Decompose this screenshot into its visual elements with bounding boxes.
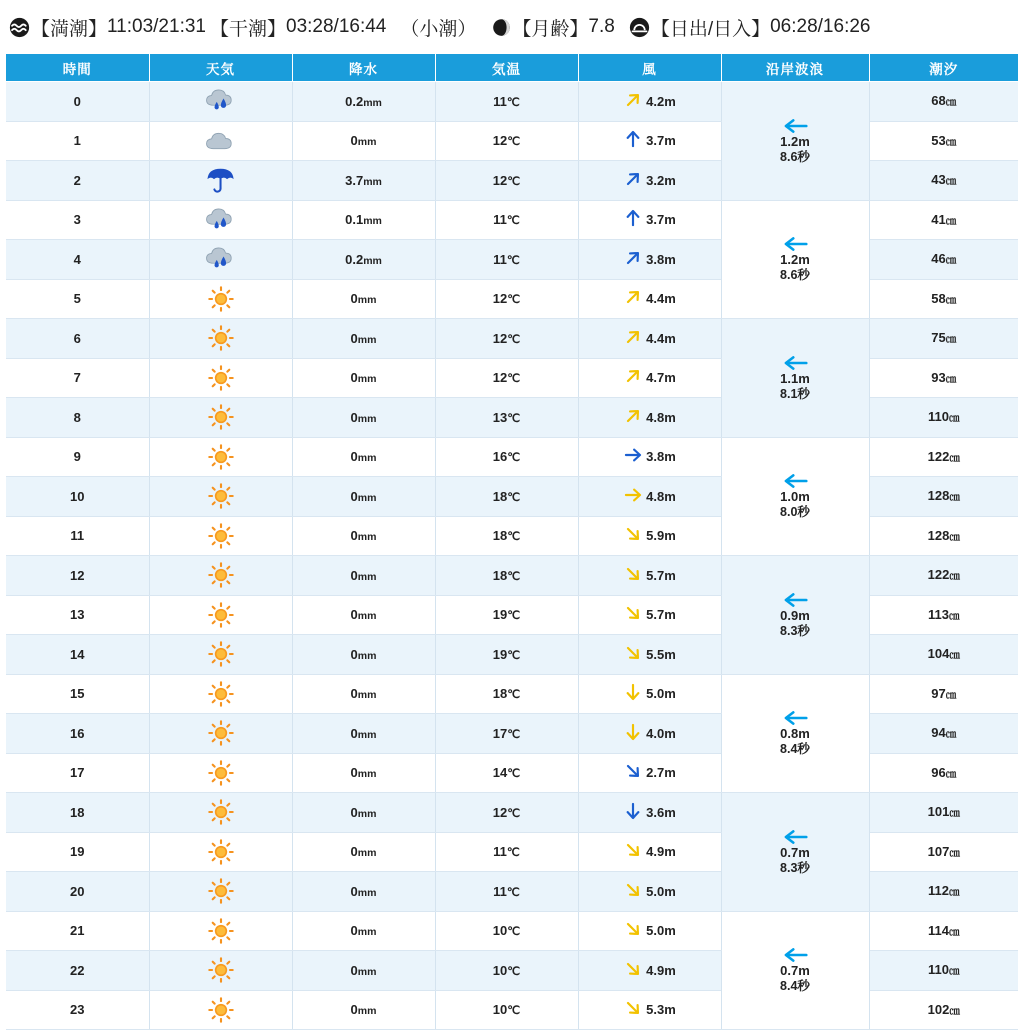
weather-sun-icon <box>151 839 291 865</box>
wave-direction-icon <box>723 236 868 252</box>
cell-hour: 19 <box>6 832 149 872</box>
cell-precip: 0mm <box>292 398 435 438</box>
cell-wave <box>721 437 869 556</box>
cell-wind <box>578 279 721 319</box>
moon-age-label: 【月齢】 <box>512 18 589 40</box>
cell-tide: 128㎝ <box>869 516 1018 556</box>
cell-precip: 0mm <box>292 358 435 398</box>
weather-sun-icon <box>151 878 291 904</box>
cell-hour: 14 <box>6 635 149 675</box>
cell-wind <box>578 121 721 161</box>
wind-speed: 4.0m <box>646 725 676 741</box>
sunrise-sunset-label: 【日出/日入】 <box>650 18 771 40</box>
moon-phase-icon <box>490 16 512 38</box>
table-header-row <box>6 54 1018 82</box>
wind-direction-n-icon <box>623 208 643 231</box>
wave-period: 8.1秒 <box>780 386 810 401</box>
weather-sun-icon <box>151 997 291 1023</box>
cell-hour: 20 <box>6 872 149 912</box>
high-tide-value: 11:03/21:31 <box>107 16 206 37</box>
wind-direction-ne-icon <box>623 169 643 192</box>
cell-wave <box>721 82 869 201</box>
cell-wind <box>578 951 721 991</box>
weather-sun-icon <box>151 562 291 588</box>
wind-direction-se-icon <box>623 998 643 1021</box>
cell-temp: 12℃ <box>435 793 578 833</box>
cell-hour: 16 <box>6 714 149 754</box>
cell-wind <box>578 793 721 833</box>
weather-sun-icon <box>151 799 291 825</box>
wave-direction-icon <box>723 829 868 845</box>
wind-speed: 3.8m <box>646 251 676 267</box>
table-body <box>6 82 1018 1030</box>
cell-wind <box>578 911 721 951</box>
sunrise-sunset-value: 06:28/16:26 <box>770 16 871 37</box>
cell-wind <box>578 477 721 517</box>
cell-hour: 0 <box>6 82 149 122</box>
cell-tide: 113㎝ <box>869 595 1018 635</box>
wave-height: 0.7m <box>780 963 810 979</box>
sunrise-sunset <box>651 14 871 41</box>
cell-weather <box>149 161 292 201</box>
cell-wind <box>578 398 721 438</box>
wave-period: 8.3秒 <box>780 623 810 638</box>
wave-height: 1.0m <box>780 489 810 505</box>
wave-height: 1.1m <box>780 370 810 386</box>
cell-precip: 0mm <box>292 516 435 556</box>
wind-direction-s-icon <box>623 801 643 824</box>
cell-weather <box>149 319 292 359</box>
table-row <box>6 319 1018 359</box>
cell-hour: 18 <box>6 793 149 833</box>
cell-weather <box>149 714 292 754</box>
wind-speed: 4.8m <box>646 409 676 425</box>
cell-tide: 122㎝ <box>869 556 1018 596</box>
wind-direction-se-icon <box>623 564 643 587</box>
wind-direction-se-icon <box>623 880 643 903</box>
cell-temp: 13℃ <box>435 398 578 438</box>
table-row <box>6 911 1018 951</box>
table-row <box>6 437 1018 477</box>
wind-speed: 5.9m <box>646 528 676 544</box>
low-tide <box>210 14 386 41</box>
wind-direction-s-icon <box>623 682 643 705</box>
cell-hour: 12 <box>6 556 149 596</box>
wind-speed: 2.7m <box>646 765 676 781</box>
wind-direction-ne-icon <box>623 327 643 350</box>
cell-weather <box>149 872 292 912</box>
hourly-forecast-table <box>6 54 1018 1030</box>
wave-period: 8.3秒 <box>780 860 810 875</box>
wind-speed: 4.9m <box>646 962 676 978</box>
cell-wind <box>578 595 721 635</box>
cell-wave <box>721 556 869 675</box>
cell-weather <box>149 437 292 477</box>
cell-weather <box>149 595 292 635</box>
cell-weather <box>149 635 292 675</box>
cell-hour: 8 <box>6 398 149 438</box>
wind-direction-e-icon <box>623 445 643 468</box>
weather-sun-icon <box>151 483 291 509</box>
cell-temp: 12℃ <box>435 121 578 161</box>
cell-precip: 0mm <box>292 635 435 675</box>
cell-tide: 75㎝ <box>869 319 1018 359</box>
cell-hour: 10 <box>6 477 149 517</box>
col-header-tide: 潮汐 <box>869 54 1018 82</box>
wind-direction-s-icon <box>623 722 643 745</box>
wind-speed: 5.5m <box>646 646 676 662</box>
weather-cloud-icon <box>151 129 291 153</box>
cell-precip: 0.1mm <box>292 200 435 240</box>
cell-tide: 128㎝ <box>869 477 1018 517</box>
wave-direction-icon <box>723 947 868 963</box>
cell-wind <box>578 556 721 596</box>
wind-speed: 4.4m <box>646 330 676 346</box>
wave-direction-icon <box>723 118 868 134</box>
wave-direction-icon <box>723 592 868 608</box>
wind-direction-ne-icon <box>623 90 643 113</box>
cell-temp: 18℃ <box>435 674 578 714</box>
moon-age-value: 7.8 <box>588 16 615 37</box>
weather-sun-icon <box>151 523 291 549</box>
wind-direction-e-icon <box>623 485 643 508</box>
cell-hour: 5 <box>6 279 149 319</box>
weather-sun-icon <box>151 957 291 983</box>
cell-hour: 7 <box>6 358 149 398</box>
cell-precip: 0mm <box>292 121 435 161</box>
wind-direction-ne-icon <box>623 287 643 310</box>
cell-weather <box>149 951 292 991</box>
cell-hour: 2 <box>6 161 149 201</box>
wind-speed: 5.3m <box>646 1002 676 1018</box>
cell-weather <box>149 753 292 793</box>
cell-temp: 16℃ <box>435 437 578 477</box>
cell-temp: 11℃ <box>435 872 578 912</box>
cell-precip: 0mm <box>292 951 435 991</box>
cell-wind <box>578 990 721 1030</box>
cell-tide: 58㎝ <box>869 279 1018 319</box>
weather-umbrella-icon <box>151 166 291 194</box>
wind-speed: 5.0m <box>646 686 676 702</box>
cell-weather <box>149 516 292 556</box>
cell-tide: 112㎝ <box>869 872 1018 912</box>
wind-speed: 4.7m <box>646 370 676 386</box>
col-header-wind: 風 <box>578 54 721 82</box>
cell-hour: 3 <box>6 200 149 240</box>
cell-wave <box>721 319 869 438</box>
wind-speed: 3.8m <box>646 449 676 465</box>
cell-precip: 0mm <box>292 872 435 912</box>
cell-temp: 14℃ <box>435 753 578 793</box>
cell-precip: 0mm <box>292 793 435 833</box>
cell-precip: 0mm <box>292 437 435 477</box>
high-tide <box>30 14 206 41</box>
cell-weather <box>149 398 292 438</box>
cell-temp: 10℃ <box>435 951 578 991</box>
wave-period: 8.6秒 <box>780 268 810 283</box>
cell-hour: 23 <box>6 990 149 1030</box>
cell-wind <box>578 832 721 872</box>
cell-wind <box>578 674 721 714</box>
cell-weather <box>149 358 292 398</box>
cell-temp: 19℃ <box>435 635 578 675</box>
wind-speed: 3.6m <box>646 804 676 820</box>
low-tide-label: 【干潮】 <box>209 18 286 40</box>
col-header-weather: 天気 <box>149 54 292 82</box>
cell-tide: 104㎝ <box>869 635 1018 675</box>
cell-tide: 96㎝ <box>869 753 1018 793</box>
cell-weather <box>149 832 292 872</box>
wind-direction-ne-icon <box>623 406 643 429</box>
wind-direction-n-icon <box>623 129 643 152</box>
cell-precip: 0mm <box>292 477 435 517</box>
cell-wave <box>721 674 869 793</box>
weather-sun-icon <box>151 286 291 312</box>
wave-direction-icon <box>723 710 868 726</box>
col-header-hour: 時間 <box>6 54 149 82</box>
weather-sun-icon <box>151 918 291 944</box>
wind-speed: 3.7m <box>646 133 676 149</box>
table-row <box>6 82 1018 122</box>
cell-temp: 12℃ <box>435 279 578 319</box>
cell-temp: 11℃ <box>435 240 578 280</box>
cell-temp: 17℃ <box>435 714 578 754</box>
cell-weather <box>149 82 292 122</box>
table-row <box>6 793 1018 833</box>
wind-speed: 4.8m <box>646 488 676 504</box>
cell-temp: 18℃ <box>435 477 578 517</box>
cell-temp: 12℃ <box>435 358 578 398</box>
cell-temp: 10℃ <box>435 990 578 1030</box>
cell-precip: 0mm <box>292 714 435 754</box>
cell-precip: 0.2mm <box>292 240 435 280</box>
cell-precip: 0mm <box>292 279 435 319</box>
cell-tide: 43㎝ <box>869 161 1018 201</box>
cell-tide: 114㎝ <box>869 911 1018 951</box>
cell-precip: 0mm <box>292 319 435 359</box>
cell-wind <box>578 358 721 398</box>
wave-direction-icon <box>723 473 868 489</box>
wind-direction-se-icon <box>623 643 643 666</box>
cell-wind <box>578 82 721 122</box>
cell-wind <box>578 753 721 793</box>
sunrise-sunset-icon <box>629 16 651 38</box>
weather-sun-icon <box>151 681 291 707</box>
cell-weather <box>149 793 292 833</box>
wave-height: 0.9m <box>780 607 810 623</box>
weather-sun-icon <box>151 760 291 786</box>
cell-temp: 18℃ <box>435 556 578 596</box>
cell-weather <box>149 911 292 951</box>
wind-direction-se-icon <box>623 840 643 863</box>
cell-temp: 18℃ <box>435 516 578 556</box>
cell-wind <box>578 635 721 675</box>
wind-direction-se-icon <box>623 919 643 942</box>
cell-wind <box>578 240 721 280</box>
table-row <box>6 200 1018 240</box>
wind-speed: 4.9m <box>646 844 676 860</box>
cell-tide: 110㎝ <box>869 398 1018 438</box>
cell-hour: 1 <box>6 121 149 161</box>
cell-tide: 97㎝ <box>869 674 1018 714</box>
cell-wave <box>721 793 869 912</box>
tide-wave-icon <box>8 16 30 38</box>
wind-speed: 3.2m <box>646 172 676 188</box>
cell-temp: 11℃ <box>435 200 578 240</box>
wind-speed: 5.7m <box>646 567 676 583</box>
col-header-precip: 降水 <box>292 54 435 82</box>
wave-height: 1.2m <box>780 252 810 268</box>
wave-period: 8.4秒 <box>780 979 810 994</box>
wind-speed: 3.7m <box>646 212 676 228</box>
wave-height: 1.2m <box>780 133 810 149</box>
tide-type: （小潮） <box>400 18 477 40</box>
weather-sun-icon <box>151 404 291 430</box>
wind-speed: 5.0m <box>646 883 676 899</box>
cell-precip: 0mm <box>292 753 435 793</box>
cell-hour: 21 <box>6 911 149 951</box>
cell-precip: 0mm <box>292 832 435 872</box>
cell-wind <box>578 872 721 912</box>
cell-temp: 11℃ <box>435 82 578 122</box>
cell-tide: 110㎝ <box>869 951 1018 991</box>
wind-speed: 5.7m <box>646 607 676 623</box>
cell-weather <box>149 990 292 1030</box>
weather-sun-icon <box>151 641 291 667</box>
cell-tide: 102㎝ <box>869 990 1018 1030</box>
cell-precip: 3.7mm <box>292 161 435 201</box>
cell-weather <box>149 279 292 319</box>
wave-height: 0.7m <box>780 844 810 860</box>
weather-sun-icon <box>151 602 291 628</box>
weather-sun-icon <box>151 444 291 470</box>
wind-speed: 4.2m <box>646 93 676 109</box>
wave-period: 8.0秒 <box>780 505 810 520</box>
cell-hour: 11 <box>6 516 149 556</box>
wind-direction-ne-icon <box>623 366 643 389</box>
low-tide-value: 03:28/16:44 <box>286 16 387 37</box>
wind-direction-se-icon <box>623 524 643 547</box>
weather-rain-cloud-icon <box>151 88 291 114</box>
cell-wind <box>578 437 721 477</box>
tide-summary-bar <box>0 0 1024 54</box>
cell-temp: 12℃ <box>435 319 578 359</box>
cell-wind <box>578 161 721 201</box>
wind-direction-ne-icon <box>623 248 643 271</box>
cell-temp: 12℃ <box>435 161 578 201</box>
cell-temp: 10℃ <box>435 911 578 951</box>
high-tide-label: 【満潮】 <box>31 18 108 40</box>
cell-tide: 41㎝ <box>869 200 1018 240</box>
cell-tide: 46㎝ <box>869 240 1018 280</box>
cell-wind <box>578 516 721 556</box>
col-header-temp: 気温 <box>435 54 578 82</box>
cell-precip: 0mm <box>292 556 435 596</box>
cell-precip: 0mm <box>292 595 435 635</box>
moon-age <box>512 14 614 41</box>
cell-weather <box>149 556 292 596</box>
table-row <box>6 674 1018 714</box>
cell-hour: 4 <box>6 240 149 280</box>
weather-sun-icon <box>151 720 291 746</box>
cell-tide: 93㎝ <box>869 358 1018 398</box>
cell-tide: 53㎝ <box>869 121 1018 161</box>
cell-precip: 0mm <box>292 674 435 714</box>
cell-temp: 19℃ <box>435 595 578 635</box>
cell-hour: 17 <box>6 753 149 793</box>
wave-direction-icon <box>723 355 868 371</box>
table-row <box>6 556 1018 596</box>
cell-wave <box>721 911 869 1030</box>
cell-wind <box>578 319 721 359</box>
cell-weather <box>149 240 292 280</box>
cell-hour: 15 <box>6 674 149 714</box>
wind-direction-se-icon <box>623 761 643 784</box>
cell-tide: 68㎝ <box>869 82 1018 122</box>
cell-tide: 122㎝ <box>869 437 1018 477</box>
col-header-wave: 沿岸波浪 <box>721 54 869 82</box>
weather-rain-cloud-icon <box>151 246 291 272</box>
cell-hour: 22 <box>6 951 149 991</box>
cell-precip: 0mm <box>292 911 435 951</box>
weather-sun-icon <box>151 325 291 351</box>
cell-temp: 11℃ <box>435 832 578 872</box>
wind-speed: 4.4m <box>646 291 676 307</box>
weather-rain-cloud-icon <box>151 207 291 233</box>
wave-height: 0.8m <box>780 726 810 742</box>
cell-hour: 13 <box>6 595 149 635</box>
wind-speed: 5.0m <box>646 923 676 939</box>
wave-period: 8.6秒 <box>780 149 810 164</box>
cell-tide: 107㎝ <box>869 832 1018 872</box>
cell-tide: 101㎝ <box>869 793 1018 833</box>
cell-wind <box>578 714 721 754</box>
wind-direction-se-icon <box>623 959 643 982</box>
wind-direction-se-icon <box>623 603 643 626</box>
cell-wave <box>721 200 869 319</box>
cell-precip: 0mm <box>292 990 435 1030</box>
wave-period: 8.4秒 <box>780 742 810 757</box>
cell-weather <box>149 200 292 240</box>
cell-hour: 6 <box>6 319 149 359</box>
cell-weather <box>149 674 292 714</box>
weather-sun-icon <box>151 365 291 391</box>
cell-weather <box>149 121 292 161</box>
cell-wind <box>578 200 721 240</box>
cell-weather <box>149 477 292 517</box>
cell-hour: 9 <box>6 437 149 477</box>
cell-tide: 94㎝ <box>869 714 1018 754</box>
cell-precip: 0.2mm <box>292 82 435 122</box>
